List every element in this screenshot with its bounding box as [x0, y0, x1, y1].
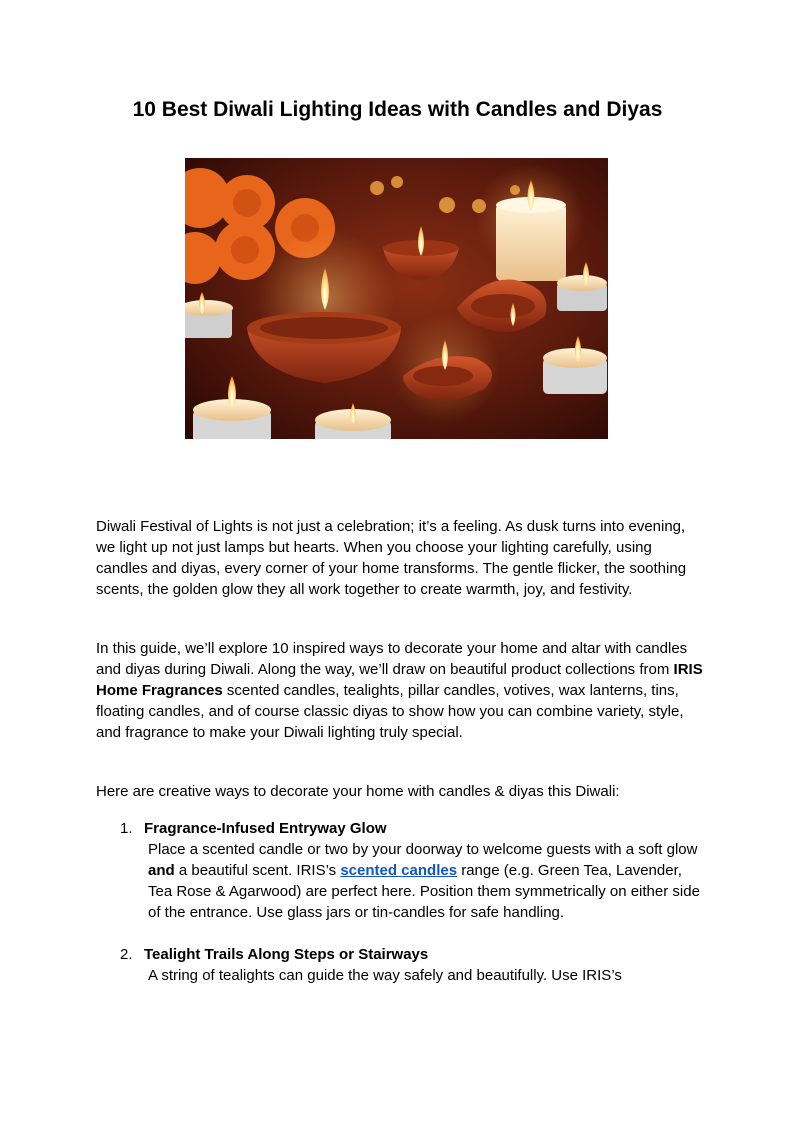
list-item-title: Fragrance-Infused Entryway Glow: [144, 820, 387, 837]
brand-name: IRIS Home Fragrances: [96, 661, 703, 699]
desc-text: range (e.g. Green Tea, Lavender, Tea Rose & Agarwood) are perfect here. Position them symmetrically on either side of the entrance. Use glass jars or tin-candles for safe handling.: [148, 862, 700, 921]
list-item-description: [144, 839, 704, 923]
scented-candles-link[interactable]: scented candles: [340, 862, 458, 879]
list-item-number: 2.: [120, 946, 133, 963]
list-item-title: Tealight Trails Along Steps or Stairways: [144, 946, 429, 963]
guide-text-after: scented candles, tealights, pillar candles, votives, wax lanterns, tins, floating candles, and of course classic diyas to show how you can combine variety, style, and fragrance to make your Diwali lighting truly special.: [96, 682, 684, 741]
list-item-number: 1.: [120, 820, 133, 837]
desc-text: a beautiful scent. IRIS’s: [174, 862, 341, 879]
intro-paragraph: Diwali Festival of Lights is not just a celebration; it’s a feeling. As dusk turns into evening, we light up not just lamps but hearts. When you choose your lighting carefully, using candles and diyas, every corner of your home transforms. The gentle flicker, the soothing scents, the golden glow they all work together to create warmth, joy, and festivity.: [96, 518, 687, 598]
diwali-candles-photo: [185, 158, 608, 439]
lead-in-paragraph: Here are creative ways to decorate your home with candles & diyas this Diwali:: [96, 783, 620, 800]
page-title: 10 Best Diwali Lighting Ideas with Candles and Diyas: [132, 98, 663, 121]
guide-paragraph: [96, 638, 704, 743]
list-item: [96, 818, 704, 923]
desc-bold: and: [148, 862, 175, 879]
list-item: [96, 944, 704, 986]
list-item-description: A string of tealights can guide the way safely and beautifully. Use IRIS’s: [148, 967, 622, 984]
desc-text: Place a scented candle or two by your doorway to welcome guests with a soft glow: [148, 841, 698, 858]
guide-text-before: In this guide, we’ll explore 10 inspired ways to decorate your home and altar with candles and diyas during Diwali. Along the way, we’ll draw on beautiful product collections from: [96, 640, 688, 678]
ideas-list: [96, 818, 704, 1007]
